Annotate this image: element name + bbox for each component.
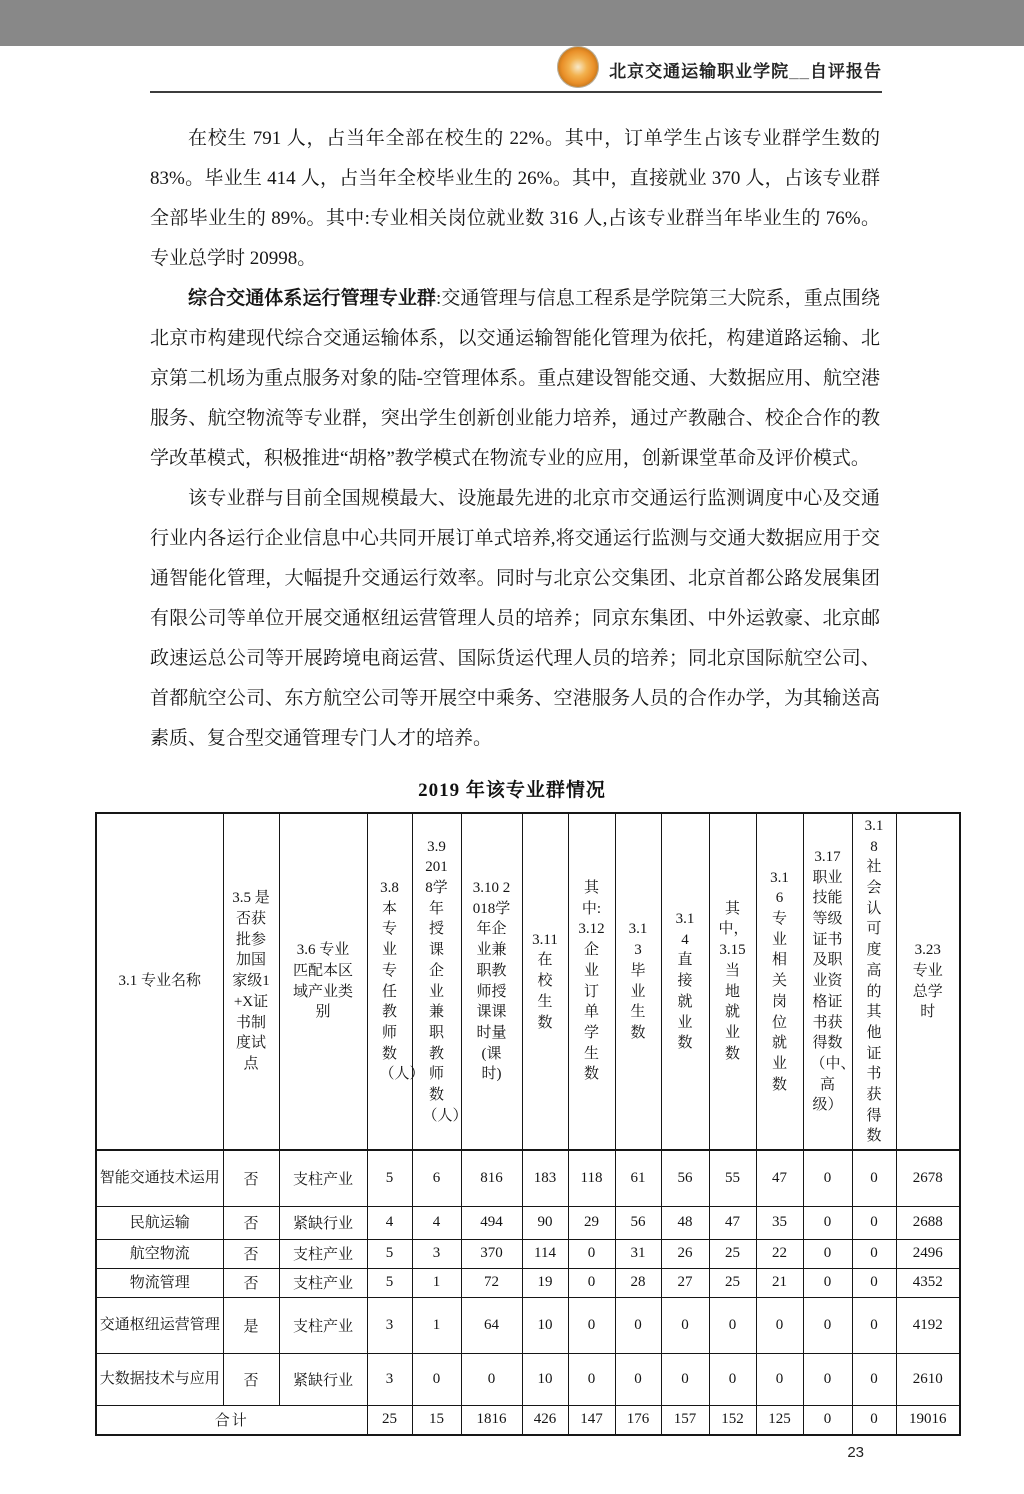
- data-cell: 48: [661, 1206, 709, 1239]
- data-cell: 0: [568, 1239, 615, 1268]
- data-cell: 19: [522, 1268, 568, 1297]
- col-header-fulltime-teachers: 3.8 本专业专任教师数（人）: [367, 813, 412, 1150]
- data-cell: 90: [522, 1206, 568, 1239]
- col-header-total-hours: 3.23 专业总学时: [896, 813, 960, 1150]
- data-cell: 0: [661, 1353, 709, 1405]
- data-cell: 5: [367, 1239, 412, 1268]
- body-text: [150, 119, 880, 759]
- total-value-cell: 1816: [461, 1405, 522, 1435]
- data-cell: 0: [852, 1268, 896, 1297]
- data-cell: 3: [367, 1353, 412, 1405]
- data-cell: 0: [615, 1353, 661, 1405]
- total-value-cell: 176: [615, 1405, 661, 1435]
- data-cell: 0: [615, 1297, 661, 1353]
- table-total-row: [96, 1405, 960, 1435]
- program-name-cell: 智能交通技术运用: [96, 1150, 223, 1206]
- table-row: [96, 1353, 960, 1405]
- data-cell: 10: [522, 1297, 568, 1353]
- program-name-cell: 交通枢纽运营管理: [96, 1297, 223, 1353]
- data-cell: 0: [803, 1353, 852, 1405]
- data-cell: 0: [852, 1353, 896, 1405]
- data-cell: 56: [661, 1150, 709, 1206]
- data-cell: 5: [367, 1268, 412, 1297]
- data-cell: 0: [803, 1239, 852, 1268]
- col-header-parttime-hours: 3.10 2018学年企业兼职教师授课课时量(课时): [461, 813, 522, 1150]
- college-emblem-logo: [557, 46, 599, 88]
- data-cell: 0: [852, 1239, 896, 1268]
- data-cell: 118: [568, 1150, 615, 1206]
- data-cell: 816: [461, 1150, 522, 1206]
- table-row: [96, 1150, 960, 1206]
- header-row: [96, 813, 960, 1150]
- data-cell: 61: [615, 1150, 661, 1206]
- data-cell: 22: [756, 1239, 803, 1268]
- data-cell: 4: [367, 1206, 412, 1239]
- data-cell: 31: [615, 1239, 661, 1268]
- data-cell: 35: [756, 1206, 803, 1239]
- data-cell: 0: [568, 1353, 615, 1405]
- data-cell: 0: [709, 1353, 756, 1405]
- data-cell: 26: [661, 1239, 709, 1268]
- data-cell: 0: [803, 1268, 852, 1297]
- col-header-graduates: 3.13 毕业生数: [615, 813, 661, 1150]
- data-cell: 28: [615, 1268, 661, 1297]
- paragraph-1: 在校生 791 人，占当年全部在校生的 22%。其中，订单学生占该专业群学生数的 83%。毕业生 414 人，占当年全校毕业生的 26%。其中，直接就业 370 人，占该专业群全部毕业生的 89%。其中:专业相关岗位就业数 316 人,占该专业群当年毕业生的 76%。专业总学时 20998。: [150, 128, 880, 269]
- data-cell: 0: [412, 1353, 461, 1405]
- program-name-cell: 物流管理: [96, 1268, 223, 1297]
- col-header-enrolled-students: 3.11 在校生数: [522, 813, 568, 1150]
- data-cell: 2688: [896, 1206, 960, 1239]
- data-cell: 支柱产业: [279, 1239, 367, 1268]
- col-header-direct-employment: 3.14 直接就业数: [661, 813, 709, 1150]
- paragraph-2: [150, 279, 880, 479]
- data-cell: 1: [412, 1268, 461, 1297]
- table-row: [96, 1206, 960, 1239]
- program-name-cell: 大数据技术与应用: [96, 1353, 223, 1405]
- col-header-1x-pilot: 3.5 是否获批参加国家级1+X证书制度试点: [223, 813, 279, 1150]
- data-cell: 2610: [896, 1353, 960, 1405]
- data-cell: 0: [852, 1297, 896, 1353]
- col-header-local-employment: 其中，3.15 当地就业数: [709, 813, 756, 1150]
- data-cell: 紧缺行业: [279, 1353, 367, 1405]
- data-cell: 72: [461, 1268, 522, 1297]
- total-value-cell: 25: [367, 1405, 412, 1435]
- data-cell: 支柱产业: [279, 1297, 367, 1353]
- data-cell: 0: [709, 1297, 756, 1353]
- table-row: [96, 1239, 960, 1268]
- paragraph-2-lead: 综合交通体系运行管理专业群: [188, 288, 436, 309]
- table-row: [96, 1297, 960, 1353]
- data-cell: 0: [568, 1268, 615, 1297]
- data-cell: 29: [568, 1206, 615, 1239]
- total-value-cell: 152: [709, 1405, 756, 1435]
- data-cell: 56: [615, 1206, 661, 1239]
- data-cell: 紧缺行业: [279, 1206, 367, 1239]
- data-cell: 2678: [896, 1150, 960, 1206]
- data-cell: 0: [852, 1150, 896, 1206]
- data-cell: 55: [709, 1150, 756, 1206]
- data-cell: 0: [568, 1297, 615, 1353]
- data-cell: 否: [223, 1150, 279, 1206]
- table-title: 2019 年该专业群情况: [418, 780, 606, 801]
- total-value-cell: 157: [661, 1405, 709, 1435]
- data-cell: 114: [522, 1239, 568, 1268]
- data-cell: 0: [461, 1353, 522, 1405]
- data-cell: 0: [803, 1297, 852, 1353]
- page-number: 23: [847, 1444, 864, 1461]
- data-cell: 10: [522, 1353, 568, 1405]
- page-header: [150, 46, 882, 93]
- data-cell: 0: [756, 1297, 803, 1353]
- total-value-cell: 426: [522, 1405, 568, 1435]
- data-cell: 4: [412, 1206, 461, 1239]
- data-cell: 否: [223, 1206, 279, 1239]
- data-cell: 27: [661, 1268, 709, 1297]
- data-cell: 否: [223, 1268, 279, 1297]
- col-header-industry-type: 3.6 专业匹配本区域产业类别: [279, 813, 367, 1150]
- data-cell: 21: [756, 1268, 803, 1297]
- data-cell: 0: [756, 1353, 803, 1405]
- data-cell: 47: [756, 1150, 803, 1206]
- data-cell: 370: [461, 1239, 522, 1268]
- paragraph-3: 该专业群与目前全国规模最大、设施最先进的北京市交通运行监测调度中心及交通行业内各运行企业信息中心共同开展订单式培养,将交通运行监测与交通大数据应用于交通智能化管理，大幅提升交通运行效率。同时与北京公交集团、北京首都公路发展集团有限公司等单位开展交通枢纽运营管理人员的培养；同京东集团、中外运敦豪、北京邮政速运总公司等开展跨境电商运营、国际货运代理人员的培养；同北京国际航空公司、首都航空公司、东方航空公司等开展空中乘务、空港服务人员的合作办学，为其输送高素质、复合型交通管理专门人才的培养。: [150, 488, 880, 749]
- data-cell: 25: [709, 1239, 756, 1268]
- col-header-order-students: 其中: 3.12 企业订单学生数: [568, 813, 615, 1150]
- table-row: [96, 1268, 960, 1297]
- data-cell: 支柱产业: [279, 1150, 367, 1206]
- data-cell: 支柱产业: [279, 1268, 367, 1297]
- data-cell: 5: [367, 1150, 412, 1206]
- program-name-cell: 民航运输: [96, 1206, 223, 1239]
- paragraph-2-rest: :交通管理与信息工程系是学院第三大院系，重点围绕北京市构建现代综合交通运输体系，以交通运输智能化管理为依托，构建道路运输、北京第二机场为重点服务对象的陆-空管理体系。重点建设智能交通、大数据应用、航空港服务、航空物流等专业群，突出学生创新创业能力培养，通过产教融合、校企合作的教学改革模式，积极推进“胡格”教学模式在物流专业的应用，创新课堂革命及评价模式。: [150, 288, 880, 469]
- total-label-cell: 合计: [96, 1405, 367, 1435]
- total-value-cell: 19016: [896, 1405, 960, 1435]
- data-cell: 0: [661, 1297, 709, 1353]
- total-value-cell: 15: [412, 1405, 461, 1435]
- data-cell: 25: [709, 1268, 756, 1297]
- data-cell: 47: [709, 1206, 756, 1239]
- data-cell: 0: [852, 1206, 896, 1239]
- total-value-cell: 0: [803, 1405, 852, 1435]
- data-cell: 2496: [896, 1239, 960, 1268]
- data-cell: 0: [803, 1206, 852, 1239]
- col-header-skill-certificates: 3.17 职业技能等级证书及职业资格证书获得数（中、高级）: [803, 813, 852, 1150]
- total-value-cell: 125: [756, 1405, 803, 1435]
- total-value-cell: 0: [852, 1405, 896, 1435]
- data-cell: 3: [367, 1297, 412, 1353]
- total-value-cell: 147: [568, 1405, 615, 1435]
- data-cell: 1: [412, 1297, 461, 1353]
- data-cell: 0: [803, 1150, 852, 1206]
- data-cell: 4352: [896, 1268, 960, 1297]
- document-page: [0, 46, 1024, 1494]
- col-header-other-certificates: 3.18 社会认可度高的其他证书获得数: [852, 813, 896, 1150]
- data-cell: 494: [461, 1206, 522, 1239]
- data-cell: 183: [522, 1150, 568, 1206]
- data-cell: 6: [412, 1150, 461, 1206]
- data-cell: 4192: [896, 1297, 960, 1353]
- program-group-table: [95, 812, 961, 1436]
- program-name-cell: 航空物流: [96, 1239, 223, 1268]
- data-cell: 是: [223, 1297, 279, 1353]
- col-header-parttime-teachers: 3.9 2018学年授课企业兼职教师数（人）: [412, 813, 461, 1150]
- header-title: 北京交通运输职业学院__自评报告: [609, 62, 882, 81]
- data-cell: 3: [412, 1239, 461, 1268]
- data-cell: 否: [223, 1239, 279, 1268]
- data-cell: 否: [223, 1353, 279, 1405]
- data-cell: 64: [461, 1297, 522, 1353]
- col-header-major-name: 3.1 专业名称: [96, 813, 223, 1150]
- col-header-related-post-employment: 3.16 专业相关岗位就业数: [756, 813, 803, 1150]
